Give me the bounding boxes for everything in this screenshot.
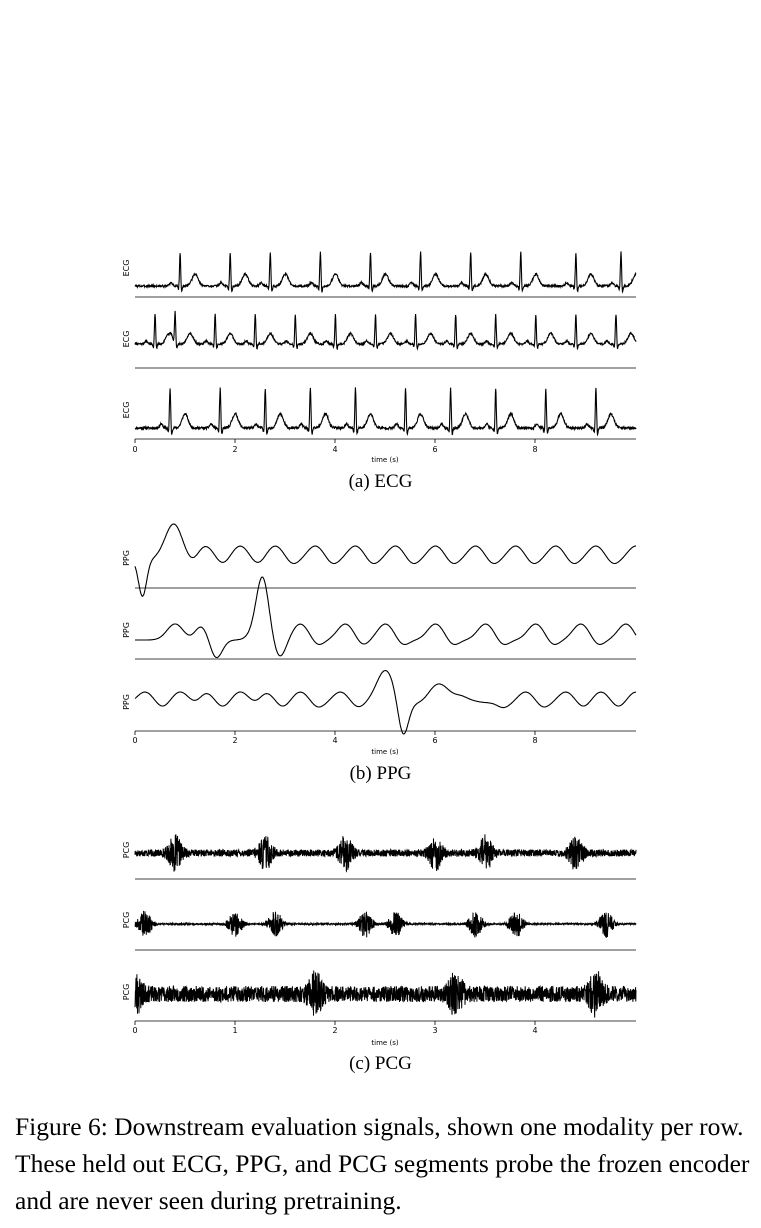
ppg-tick-label: 8: [532, 736, 538, 745]
pcg-x-ticks: [135, 1021, 535, 1025]
panel-ppg: [122, 524, 636, 756]
ppg-xlabel: time (s): [371, 748, 399, 756]
pcg-row-3-ylabel: PCG: [122, 983, 131, 1001]
ppg-row-3-ylabel: PPG: [122, 694, 131, 710]
ppg-row-2-trace: [135, 577, 636, 658]
ppg-tick-label: 0: [132, 736, 138, 745]
ecg-x-ticks: [135, 439, 535, 443]
ecg-row-3-trace: [135, 387, 636, 434]
pcg-row-1: [122, 834, 636, 879]
pcg-row-1-trace: [135, 834, 636, 871]
pcg-row-3-trace: [135, 971, 636, 1018]
pcg-xlabel: time (s): [371, 1039, 399, 1047]
ecg-row-3: [122, 387, 636, 439]
ecg-row-1: [122, 251, 636, 297]
ppg-row-3: [122, 671, 636, 735]
panel-pcg: [122, 834, 636, 1047]
figure-caption: Figure 6: Downstream evaluation signals, shown one modality per row. These held out ECG, PPG, and PCG segments probe the frozen encoder and are never seen during pretraining.: [15, 1112, 750, 1215]
subcaption-ppg: (b) PPG: [349, 763, 412, 784]
ecg-row-2-trace: [135, 311, 636, 349]
ecg-row-3-ylabel: ECG: [122, 401, 131, 419]
pcg-tick-label: 4: [532, 1026, 538, 1035]
ppg-row-1: [122, 524, 636, 596]
pcg-row-3: [122, 971, 636, 1022]
ecg-tick-label: 4: [332, 445, 338, 454]
ecg-row-2-ylabel: ECG: [122, 330, 131, 348]
ppg-tick-label: 4: [332, 736, 338, 745]
ecg-row-2: [122, 311, 636, 368]
ecg-xlabel: time (s): [371, 456, 399, 464]
ppg-row-1-trace: [135, 524, 636, 596]
ecg-tick-label: 6: [432, 445, 438, 454]
ecg-row-1-trace: [135, 251, 636, 292]
subcaption-pcg: (c) PCG: [349, 1053, 412, 1074]
ppg-row-2: [122, 577, 636, 659]
pcg-tick-label: 0: [132, 1026, 138, 1035]
pcg-row-2-ylabel: PCG: [122, 911, 131, 929]
ppg-x-ticks: [135, 731, 535, 735]
ecg-tick-label: 0: [132, 445, 138, 454]
ecg-tick-label: 8: [532, 445, 538, 454]
subcaption-ecg: (a) ECG: [348, 471, 413, 492]
pcg-row-1-ylabel: PCG: [122, 841, 131, 859]
pcg-row-2: [122, 911, 636, 950]
pcg-tick-label: 3: [432, 1026, 438, 1035]
pcg-tick-label: 2: [332, 1026, 338, 1035]
ecg-row-1-ylabel: ECG: [122, 259, 131, 277]
pcg-row-2-trace: [135, 911, 636, 938]
panel-ecg: [122, 251, 636, 464]
ppg-row-1-ylabel: PPG: [122, 550, 131, 566]
ppg-row-3-trace: [135, 671, 636, 735]
pcg-tick-label: 1: [232, 1026, 238, 1035]
ppg-tick-label: 6: [432, 736, 438, 745]
ppg-row-2-ylabel: PPG: [122, 622, 131, 638]
ecg-tick-label: 2: [232, 445, 238, 454]
ppg-tick-label: 2: [232, 736, 238, 745]
